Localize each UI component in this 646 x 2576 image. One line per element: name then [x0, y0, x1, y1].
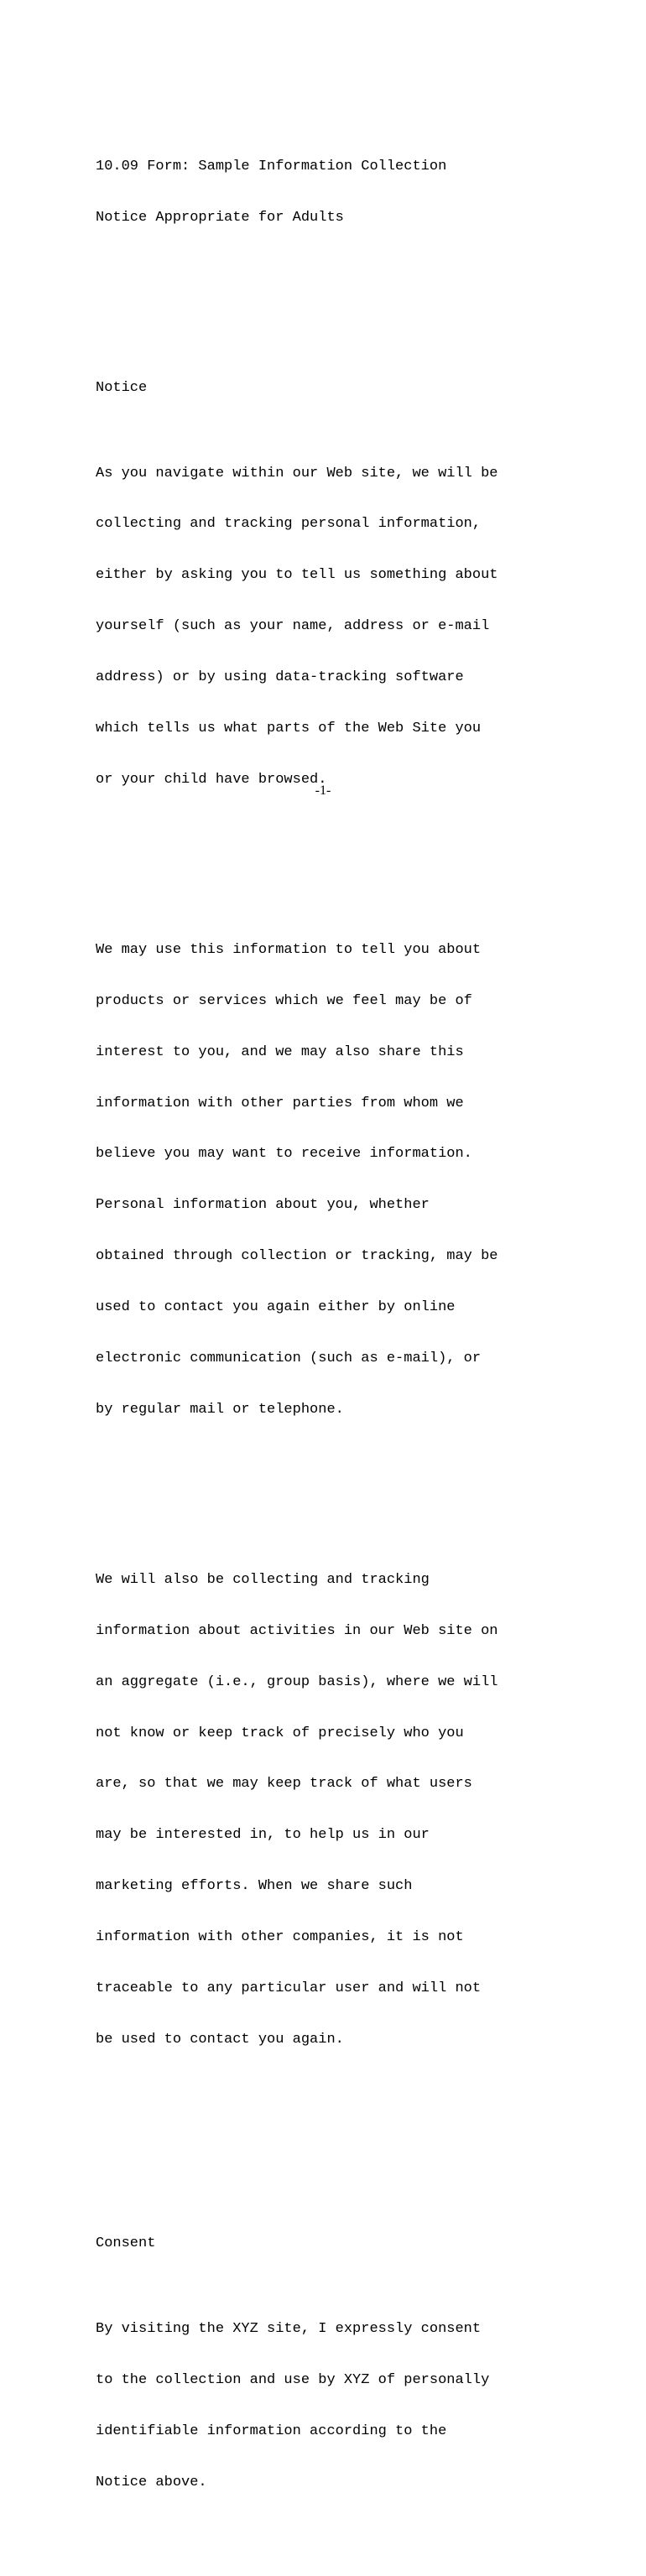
paragraph-line: which tells us what parts of the Web Site you — [96, 720, 482, 736]
paragraph-line: information with other companies, it is not — [96, 1929, 464, 1946]
notice-section — [96, 346, 565, 2116]
notice-heading: Notice — [96, 380, 148, 397]
paragraph-line: yourself (such as your name, address or e-mail — [96, 618, 490, 635]
paragraph-line: We will also be collecting and tracking — [96, 1571, 430, 1588]
paragraph-line: identifiable information according to the — [96, 2422, 447, 2439]
paragraph-line: or your child have browsed. — [96, 771, 327, 788]
paragraph-line: to the collection and use by XYZ of personally — [96, 2371, 490, 2388]
paragraph-line: an aggregate (i.e., group basis), where we will — [96, 1673, 498, 1690]
paragraph-line: either by asking you to tell us something about — [96, 567, 498, 584]
paragraph-line: address) or by using data-tracking software — [96, 669, 464, 686]
paragraph-line: believe you may want to receive information. — [96, 1146, 472, 1163]
paragraph-line: interest to you, and we may also share this — [96, 1043, 464, 1060]
title-line: 10.09 Form: Sample Information Collection — [96, 159, 447, 175]
paragraph-line: As you navigate within our Web site, we will be — [96, 465, 498, 481]
title-line: Notice Appropriate for Adults — [96, 210, 344, 226]
paragraph-line: may be interested in, to help us in our — [96, 1827, 430, 1844]
document-title — [96, 125, 565, 261]
notice-paragraph-3 — [96, 1538, 565, 2083]
consent-section — [96, 2202, 565, 2559]
notice-paragraph-2 — [96, 908, 565, 1453]
consent-paragraph — [96, 2287, 565, 2525]
paragraph-line: information about activities in our Web site on — [96, 1622, 498, 1639]
paragraph-line: Personal information about you, whether — [96, 1197, 430, 1214]
paragraph-line: marketing efforts. When we share such — [96, 1878, 413, 1895]
paragraph-line: by regular mail or telephone. — [96, 1401, 344, 1418]
paragraph-line: collecting and tracking personal information, — [96, 516, 482, 533]
notice-paragraph-1 — [96, 431, 565, 823]
paragraph-line: not know or keep track of precisely who you — [96, 1725, 464, 1741]
consent-heading: Consent — [96, 2235, 156, 2252]
paragraph-line: are, so that we may keep track of what users — [96, 1776, 472, 1793]
paragraph-line: used to contact you again either by online — [96, 1299, 456, 1316]
paragraph-line: products or services which we feel may be of — [96, 992, 472, 1009]
paragraph-line: Notice above. — [96, 2474, 207, 2490]
paragraph-line: information with other parties from whom we — [96, 1095, 464, 1111]
document-body — [96, 91, 565, 2576]
paragraph-line: obtained through collection or tracking, may be — [96, 1248, 498, 1265]
page-number: -1- — [315, 783, 331, 798]
paragraph-line: be used to contact you again. — [96, 2031, 344, 2048]
paragraph-line: electronic communication (such as e-mail), or — [96, 1350, 482, 1366]
paragraph-line: We may use this information to tell you about — [96, 941, 482, 958]
paragraph-line: traceable to any particular user and will not — [96, 1980, 482, 1996]
paragraph-line: By visiting the XYZ site, I expressly consent — [96, 2320, 482, 2337]
